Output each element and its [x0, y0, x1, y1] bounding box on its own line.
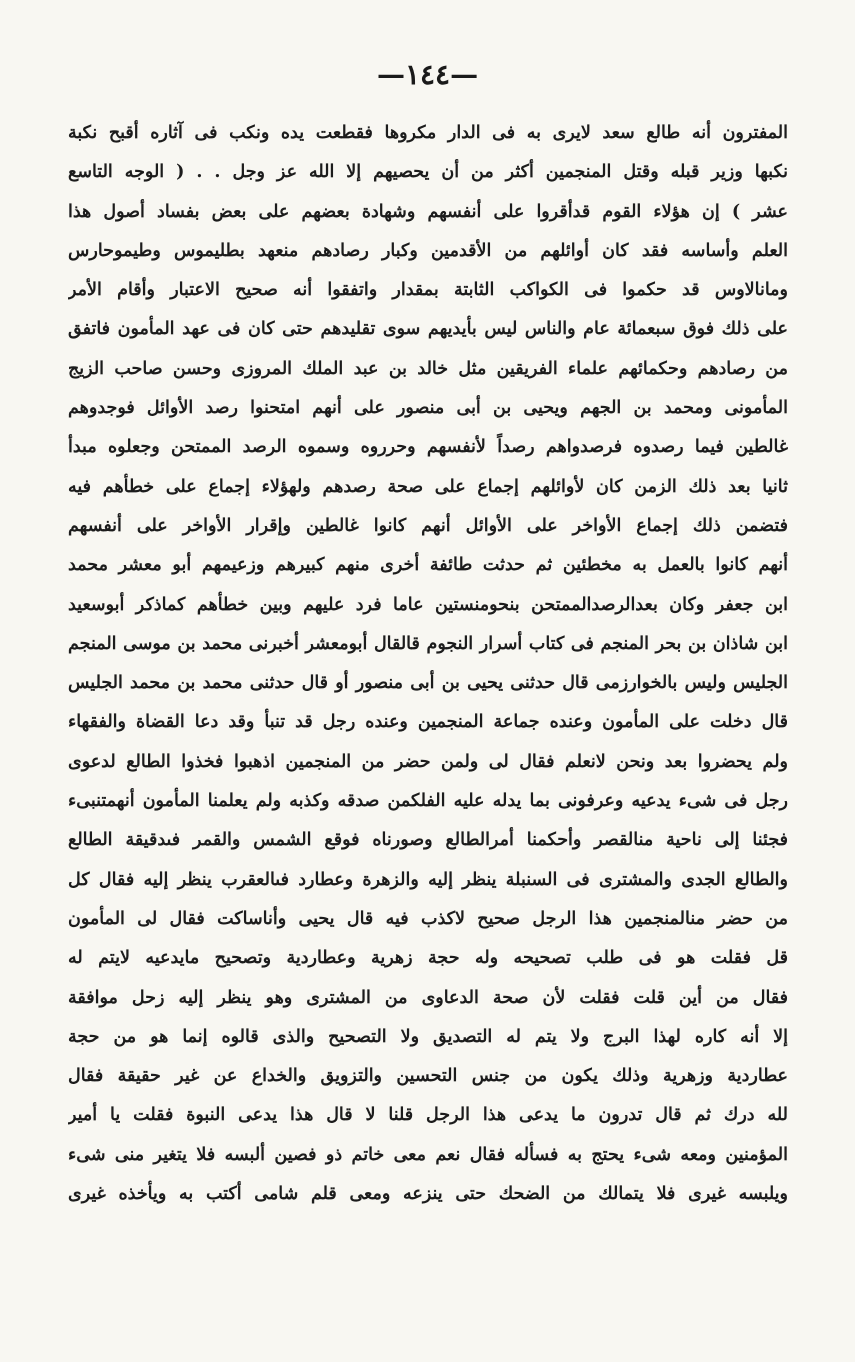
text-line: المؤمنين ومعه شىء يحتج به فسأله فقال نعم معى خاتم ذو فصين ألبسه فلا يتغير منى شىء — [68, 1144, 788, 1165]
text-line: رجل فى شىء يدعيه وعرفونى بما يدله عليه الفلكمن صدقه وكذبه ولم يعلمنا المأمون أنهمتنبىء — [68, 791, 788, 812]
text-line: ابن جعفر وكان بعدالرصدالممتحن بنحومنستين عاما فرد عليهم وبين خطأهم كماذكر أبوسعيد — [68, 594, 788, 615]
text-line: والطالع الجدى والمشترى فى السنبلة ينظر إليه والزهرة وعطارد فىالعقرب ينظر إليه فقال كل — [68, 869, 788, 890]
text-line: ومانالاوس قد حكموا فى الكواكب الثابتة بمقدار واتفقوا أنه صحيح الاعتبار وأقام الأمر — [68, 280, 788, 301]
text-line: فقال من أين قلت فقلت لأن صحة الدعاوى من المشترى وهو ينظر إليه زحل موافقة — [68, 987, 788, 1008]
text-line: المفترون أنه طالع سعد لايرى به فى الدار مكروها فقطعت يده ونكب فى آثاره أقبح نكبة — [68, 123, 788, 143]
text-line: من رصادهم وحكمائهم علماء الفريقين مثل خالد بن عبد الملك المروزى وحسن صاحب الزيج — [68, 358, 788, 379]
text-line: ولم يحضروا بعد ونحن لانعلم فقال لى ولمن حضر من المنجمين اذهبوا فخذوا الطالع لدعوى — [68, 751, 788, 772]
text-line: غالطين فيما رصدوه فرصدواهم رصداً لأنفسهم وحرروه وسموه الرصد الممتحن وجعلوه مبدأ — [68, 437, 788, 458]
text-line: أنهم كانوا بالعمل به مخطئين ثم حدثت طائفة أخرى منهم كبيرهم وزعيمهم أبو معشر محمد — [68, 555, 788, 576]
page-number: —١٤٤— — [376, 58, 479, 91]
text-line: إلا أنه كاره لهذا البرج ولا يتم له التصديق ولا التصحيح والذى قالوه إنما هو من حجة — [68, 1026, 788, 1047]
text-line: فتضمن ذلك إجماع الأواخر على الأوائل أنهم كانوا غالطين وإقرار الأواخر على أنفسهم — [68, 515, 788, 536]
text-line: من حضر منالمنجمين هذا الرجل صحيح لاكذب فيه قال يحيى وأناساكت فقال لى المأمون — [68, 908, 788, 929]
text-line: قل فقلت هو فى طلب تصحيحه وله حجة زهرية وعطاردية وتصحيح مايدعيه لايتم له — [68, 948, 788, 969]
text-line: ثانيا بعد ذلك الزمن كان لأوائلهم إجماع على صحة رصدهم ولهؤلاء إجماع على خطأهم فيه — [68, 476, 788, 497]
text-line: عشر ) إن هؤلاء القوم قدأقروا على أنفسهم وشهادة بعضهم على بعض بفساد أصول هذا — [68, 201, 788, 222]
body-text — [68, 114, 788, 1214]
text-line: قال دخلت على المأمون وعنده جماعة المنجمين وعنده رجل قد تنبأ وقد دعا القضاة والفقهاء — [68, 712, 788, 733]
text-line: المأمونى ومحمد بن الجهم ويحيى بن أبى منصور على أنهم امتحنوا رصد الأوائل فوجدوهم — [68, 398, 788, 419]
text-line: لله درك ثم قال تدرون ما يدعى هذا الرجل قلنا لا قال هذا يدعى النبوة فقلت يا أمير — [68, 1105, 788, 1126]
text-line: نكبها وزير قبله وقتل المنجمين أكثر من أن يحصيهم إلا الله عز وجل . . ( الوجه التاسع — [68, 162, 788, 183]
text-line: فجئنا إلى ناحية منالقصر وأحكمنا أمرالطالع وصورناه فوقع الشمس والقمر فىدقيقة الطالع — [68, 830, 788, 851]
text-line: الجليس وليس بالخوارزمى قال حدثنى يحيى بن أبى منصور أو قال حدثنى محمد بن محمد الجليس — [68, 673, 788, 694]
text-line: على ذلك فوق سبعمائة عام والناس ليس بأيديهم سوى تقليدهم حتى كان فى عهد المأمون فاتفق — [68, 319, 788, 340]
text-line: العلم وأساسه فقد كان أوائلهم من الأقدمين وكبار رصادهم منعهد بطليموس وطيموحارس — [68, 240, 788, 261]
text-line: عطاردية وزهرية وذلك يكون من جنس التحسين والتزويق والخداع عن غير حقيقة فقال — [68, 1066, 788, 1087]
text-line: ابن شاذان بن بحر المنجم فى كتاب أسرار النجوم قالقال أبومعشر أخبرنى محمد بن موسى المنجم — [68, 633, 788, 654]
text-line: ويلبسه غيرى فلا يتمالك من الضحك حتى ينزعه ومعى قلم شامى أكتب به ويأخذه غيرى — [68, 1184, 788, 1205]
